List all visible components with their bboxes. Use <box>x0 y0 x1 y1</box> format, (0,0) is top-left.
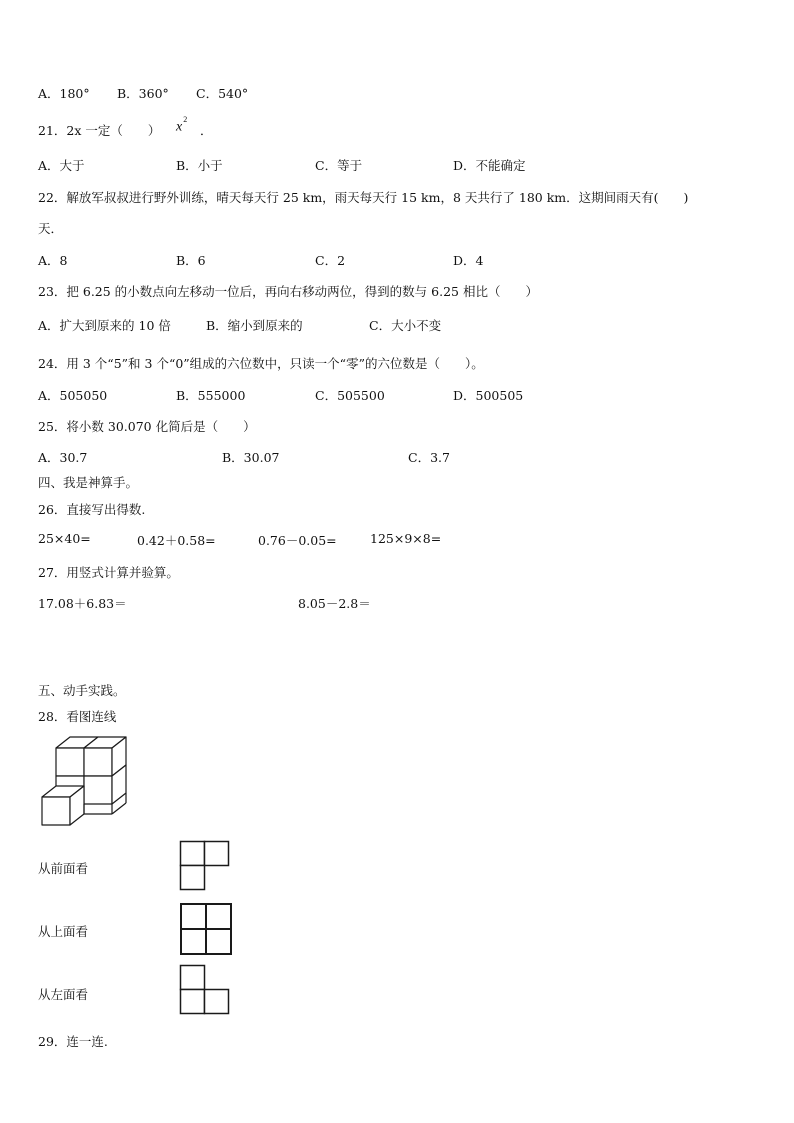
q23-option-a: A．扩大到原来的 10 倍 <box>38 318 171 333</box>
view-shape-3[interactable] <box>179 964 233 1018</box>
q25-stem: 25．将小数 30.070 化简后是（ ） <box>38 419 256 434</box>
cube-stack-figure <box>38 735 130 833</box>
section-5-heading: 五、动手实践。 <box>38 683 126 698</box>
q25-option-a: A．30.7 <box>38 450 88 465</box>
q24-option-a: A．505050 <box>38 388 108 403</box>
q22-option-c: C．2 <box>315 253 346 268</box>
q27-item-2: 8.05－2.8＝ <box>298 596 371 611</box>
q25-option-b: B．30.07 <box>222 450 280 465</box>
q21-stem <box>38 121 160 139</box>
view-shape-2[interactable] <box>179 902 233 956</box>
view-shape-1[interactable] <box>179 840 231 894</box>
q21-stem-end: ． <box>200 123 213 138</box>
q26-item-4: 125×9×8= <box>370 531 442 546</box>
q21-option-d: D．不能确定 <box>453 158 526 173</box>
q23-option-c: C．大小不变 <box>369 318 442 333</box>
q22-option-d: D．4 <box>453 253 484 268</box>
q24-option-c: C．505500 <box>315 388 385 403</box>
view-label-left: 从左面看 <box>38 987 89 1002</box>
q27-item-1: 17.08＋6.83＝ <box>38 596 127 611</box>
q21-option-b: B．小于 <box>176 158 223 173</box>
q27-stem: 27．用竖式计算并验算。 <box>38 565 179 580</box>
q22-option-a: A．8 <box>38 253 68 268</box>
q23-stem: 23．把 6.25 的小数点向左移动一位后，再向右移动两位，得到的数与 6.25 相比（ ） <box>38 284 538 299</box>
q20-option-a: A．180° <box>38 86 90 101</box>
view-label-front: 从前面看 <box>38 861 89 876</box>
q29-stem: 29．连一连. <box>38 1034 108 1049</box>
q21-var: x <box>176 119 183 135</box>
q25-option-c: C．3.7 <box>408 450 450 465</box>
q21-exp: 2 <box>183 115 188 124</box>
q21-x-squared <box>176 115 188 136</box>
q20-option-b: B．360° <box>117 86 169 101</box>
q26-item-2: 0.42＋0.58= <box>137 533 216 548</box>
view-label-top: 从上面看 <box>38 924 89 939</box>
q23-option-b: B．缩小到原来的 <box>206 318 303 333</box>
q28-stem: 28．看图连线 <box>38 709 117 724</box>
q21-option-a: A．大于 <box>38 158 85 173</box>
q22-option-b: B．6 <box>176 253 206 268</box>
q24-stem: 24．用 3 个“5”和 3 个“0”组成的六位数中，只读一个“零”的六位数是（ ）。 <box>38 356 484 371</box>
section-4-heading: 四、我是神算手。 <box>38 475 139 490</box>
q21-stem-text: 21．2x 一定（ ） <box>38 123 161 138</box>
q24-option-d: D．500505 <box>453 388 524 403</box>
q26-item-3: 0.76－0.05= <box>258 533 337 548</box>
q24-option-b: B．555000 <box>176 388 246 403</box>
q26-stem: 26．直接写出得数. <box>38 502 146 517</box>
q20-option-c: C．540° <box>196 86 249 101</box>
q22-stem: 22．解放军叔叔进行野外训练，晴天每天行 25 km，雨天每天行 15 km，8 天共行了 180 km．这期间雨天有( ) <box>38 190 689 205</box>
q22-stem-cont: 天． <box>38 221 64 236</box>
q26-item-1: 25×40= <box>38 531 91 546</box>
q21-option-c: C．等于 <box>315 158 363 173</box>
